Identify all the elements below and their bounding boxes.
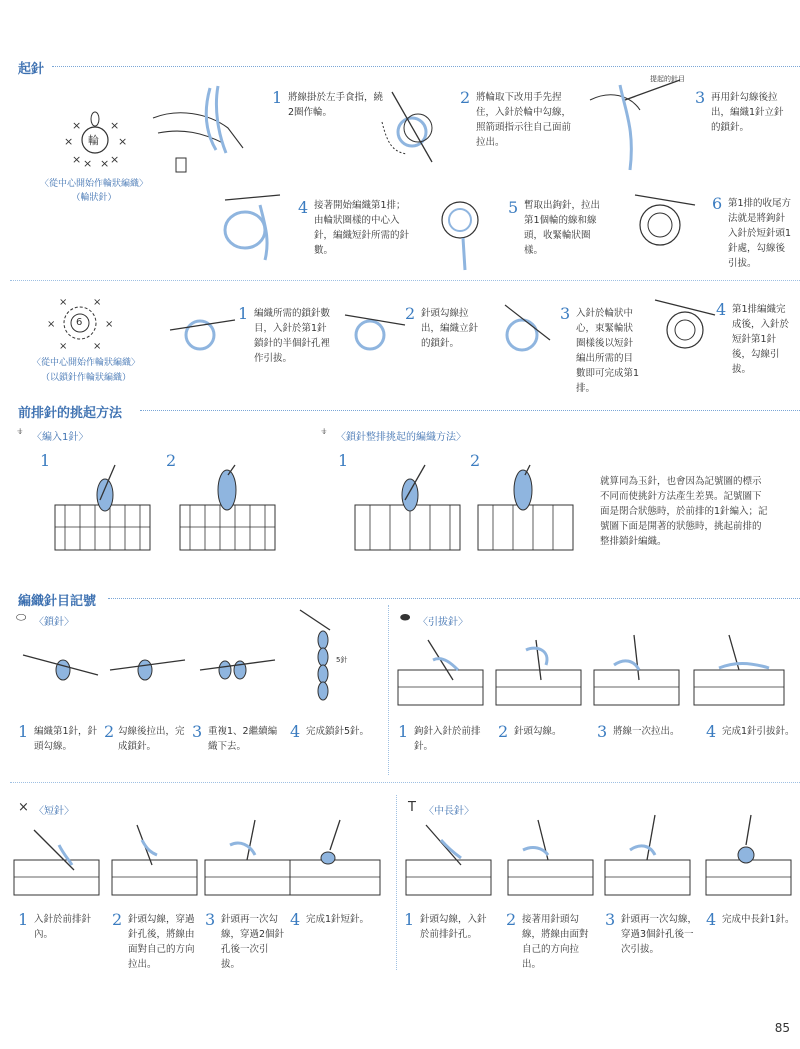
single-step-illustration	[112, 825, 202, 900]
slip-step-num: 2	[498, 722, 509, 741]
half-double-step-illustration	[706, 815, 796, 900]
start-step-text: 再用針勾線後拉出，編織1針立針的鎖針。	[711, 92, 784, 133]
chain-step-illustration	[195, 640, 280, 690]
single-step-illustration	[205, 820, 295, 900]
chain-side-label: 5針	[336, 656, 348, 664]
single-step-illustration	[14, 825, 104, 900]
divider	[396, 795, 397, 970]
front-row-note: 就算同為玉針，也會因為記號圖的標示不同而使挑針方法產生差異。記號圖下面是閉合狀態時，於前排的1針編入；記號圖下面是開著的狀態時，挑起前排的整排鎖針編織。	[600, 476, 768, 547]
step-illustration-chain-circle	[165, 300, 240, 360]
svg-text:×: ×	[93, 297, 102, 308]
slip-step-illustration	[594, 630, 684, 710]
chain-step-text: 編織第1針，針頭勾線。	[34, 726, 98, 752]
step-illustration-ring-finish	[625, 180, 705, 270]
chain-step-num: 2	[104, 722, 115, 741]
svg-text:×: ×	[72, 153, 82, 166]
single-step-text: 入針於前排針內。	[34, 914, 92, 940]
half-double-step-illustration	[508, 820, 598, 900]
svg-text:×: ×	[100, 157, 110, 170]
slip-symbol-icon: ⬬	[400, 610, 411, 624]
slip-step-num: 3	[597, 722, 608, 741]
single-step-num: 1	[18, 910, 29, 929]
chain-step-num: 4	[290, 722, 301, 741]
start-step-num: 3	[560, 304, 571, 323]
bobble-symbol-icon: ⍖	[16, 424, 24, 439]
svg-text:×: ×	[105, 319, 114, 330]
half-double-step-num: 2	[506, 910, 517, 929]
start-step-text: 編織所需的鎖針數目，入針於第1針鎖針的半個針孔裡作引拔。	[254, 308, 331, 364]
svg-text:×: ×	[59, 297, 68, 308]
step-illustration-ring-center	[205, 185, 295, 265]
slip-step-illustration	[694, 630, 789, 710]
step-illustration-pull-ring	[425, 180, 500, 270]
half-double-step-illustration	[605, 815, 695, 900]
svg-text:×: ×	[118, 135, 128, 148]
fabric-swatch-illustration	[355, 465, 465, 555]
half-double-step-num: 1	[404, 910, 415, 929]
chain-step-illustration	[18, 640, 103, 690]
half-double-step-text: 針頭勾線，入針於前排針孔。	[420, 914, 487, 940]
single-step-text: 完成1針短針。	[306, 914, 370, 925]
single-step-num: 4	[290, 910, 301, 929]
chain-step-num: 1	[18, 722, 29, 741]
front-row-step-num: 1	[338, 451, 349, 470]
half-double-step-num: 3	[605, 910, 616, 929]
step-illustration-chain-up2	[335, 300, 410, 360]
svg-text:×: ×	[93, 341, 102, 352]
slip-step-text: 針頭勾線。	[514, 726, 562, 737]
section-divider	[108, 598, 800, 599]
lift-needle-label: 提起的針目	[650, 75, 685, 83]
front-row-sub2: 〈鎖針整排挑起的編織方法〉	[336, 432, 466, 443]
chain-step-text: 完成鎖針5針。	[306, 726, 370, 737]
start-step-num: 1	[272, 88, 283, 107]
section-divider	[52, 66, 800, 67]
divider	[10, 782, 800, 783]
fabric-swatch-illustration	[478, 465, 578, 555]
ring-center-label: 輪	[88, 134, 99, 147]
step-illustration-chain-up	[580, 70, 690, 180]
start-step-text: 第1排的收尾方法就是將鉤針入針於短針頭1針處，勾線後引拔。	[728, 198, 792, 269]
slip-step-num: 4	[706, 722, 717, 741]
slip-title: 〈引拔針〉	[418, 617, 468, 628]
start-step-num: 2	[405, 304, 416, 323]
svg-text:×: ×	[110, 153, 120, 166]
start-step-num: 5	[508, 198, 519, 217]
start-step-text: 暫取出鉤針，拉出第1個輪的線和線頭，收緊輪狀圈樣。	[524, 200, 601, 256]
half-double-step-num: 4	[706, 910, 717, 929]
single-title: 〈短針〉	[34, 806, 74, 817]
section-divider	[140, 410, 800, 411]
slip-step-text: 將線一次拉出。	[613, 726, 680, 737]
start-step-num: 6	[712, 194, 723, 213]
start-step-num: 2	[460, 88, 471, 107]
half-double-step-text: 接著用針頭勾線，將線由面對自己的方向拉出。	[522, 914, 589, 970]
half-double-title: 〈中長針〉	[424, 806, 474, 817]
section-title-front-row: 前排針的挑起方法	[18, 406, 123, 421]
ring-caption-line2: （輪狀針）	[71, 193, 117, 203]
start-step-text: 接著開始編織第1排；由輪狀圈樣的中心入針，編織短針所需的針數。	[314, 200, 410, 256]
start-step-text: 針頭勾線拉出，編織立針的鎖針。	[421, 308, 479, 349]
divider	[10, 280, 800, 281]
step-illustration-ring-slip	[650, 290, 725, 365]
single-step-text: 針頭再一次勾線，穿過2個針孔後一次引拔。	[221, 914, 285, 970]
start-step-text: 將線掛於左手食指，繞2圈作輪。	[288, 92, 384, 118]
chain-step-num: 3	[192, 722, 203, 741]
front-row-step-num: 2	[470, 451, 481, 470]
single-step-illustration	[290, 820, 385, 900]
start-step-num: 4	[716, 300, 727, 319]
front-row-step-num: 1	[40, 451, 51, 470]
start-step-num: 4	[298, 198, 309, 217]
single-step-num: 3	[205, 910, 216, 929]
front-row-step-num: 2	[166, 451, 177, 470]
section-title-symbols: 編織針目記號	[18, 594, 97, 609]
chain-ring-caption-line2: （以鎖針作輪狀編織）	[40, 373, 131, 383]
step-illustration-hand-wrap	[148, 78, 268, 178]
svg-text:×: ×	[64, 135, 74, 148]
half-double-symbol-icon: T	[408, 800, 416, 815]
slip-step-illustration	[496, 630, 586, 710]
front-row-sub1: 〈編入1針〉	[32, 432, 89, 443]
svg-text:×: ×	[59, 341, 68, 352]
start-step-num: 1	[238, 304, 249, 323]
chain-step-illustration	[105, 640, 190, 690]
single-symbol-icon: ×	[18, 800, 29, 815]
single-step-num: 2	[112, 910, 123, 929]
chain-symbol-icon: ⬭	[16, 610, 27, 624]
svg-text:×: ×	[110, 119, 120, 132]
svg-text:×: ×	[72, 119, 82, 132]
half-double-step-text: 針頭再一次勾線，穿過3個針孔後一次引拔。	[621, 914, 698, 955]
start-step-text: 第1排編織完成後，入針於短針第1針後，勾線引拔。	[732, 304, 790, 375]
half-double-step-text: 完成中長針1針。	[722, 914, 795, 925]
bobble-open-symbol-icon: ⍖	[320, 424, 328, 439]
slip-step-num: 1	[398, 722, 409, 741]
slip-step-text: 完成1針引拔針。	[722, 726, 795, 737]
single-step-text: 針頭勾線，穿過針孔後，將線由面對自己的方向拉出。	[128, 914, 195, 970]
chain-ring-center-label: 6	[76, 317, 83, 328]
chain-title: 〈鎖針〉	[34, 617, 74, 628]
start-step-text: 將輪取下改用手先捏住，入針於輪中勾線，照箭頭指示往自己面前拉出。	[476, 92, 572, 148]
page-number: 85	[774, 1021, 790, 1035]
chain-step-text: 勾線後拉出，完成鎖針。	[118, 726, 185, 752]
divider	[388, 605, 389, 775]
svg-text:×: ×	[83, 157, 93, 170]
chain-ring-caption-line1: 〈從中心開始作輪狀編織〉	[31, 358, 140, 368]
start-step-num: 3	[695, 88, 706, 107]
slip-step-text: 鉤針入針於前排針。	[414, 726, 481, 752]
svg-text:×: ×	[47, 319, 56, 330]
section-title-start: 起針	[18, 62, 45, 77]
fabric-swatch-illustration	[180, 465, 280, 555]
fabric-swatch-illustration	[55, 465, 155, 555]
step-illustration-ring-single	[490, 300, 560, 360]
start-step-text: 入針於輪狀中心，束緊輪狀圈樣後以短針編出所需的目數即可完成第1排。	[576, 308, 640, 394]
half-double-step-illustration	[406, 820, 496, 900]
slip-step-illustration	[398, 630, 488, 710]
ring-caption-line1: 〈從中心開始作輪狀編織〉	[39, 179, 148, 189]
chain-step-text: 重複1、2繼續編織下去。	[208, 726, 278, 752]
